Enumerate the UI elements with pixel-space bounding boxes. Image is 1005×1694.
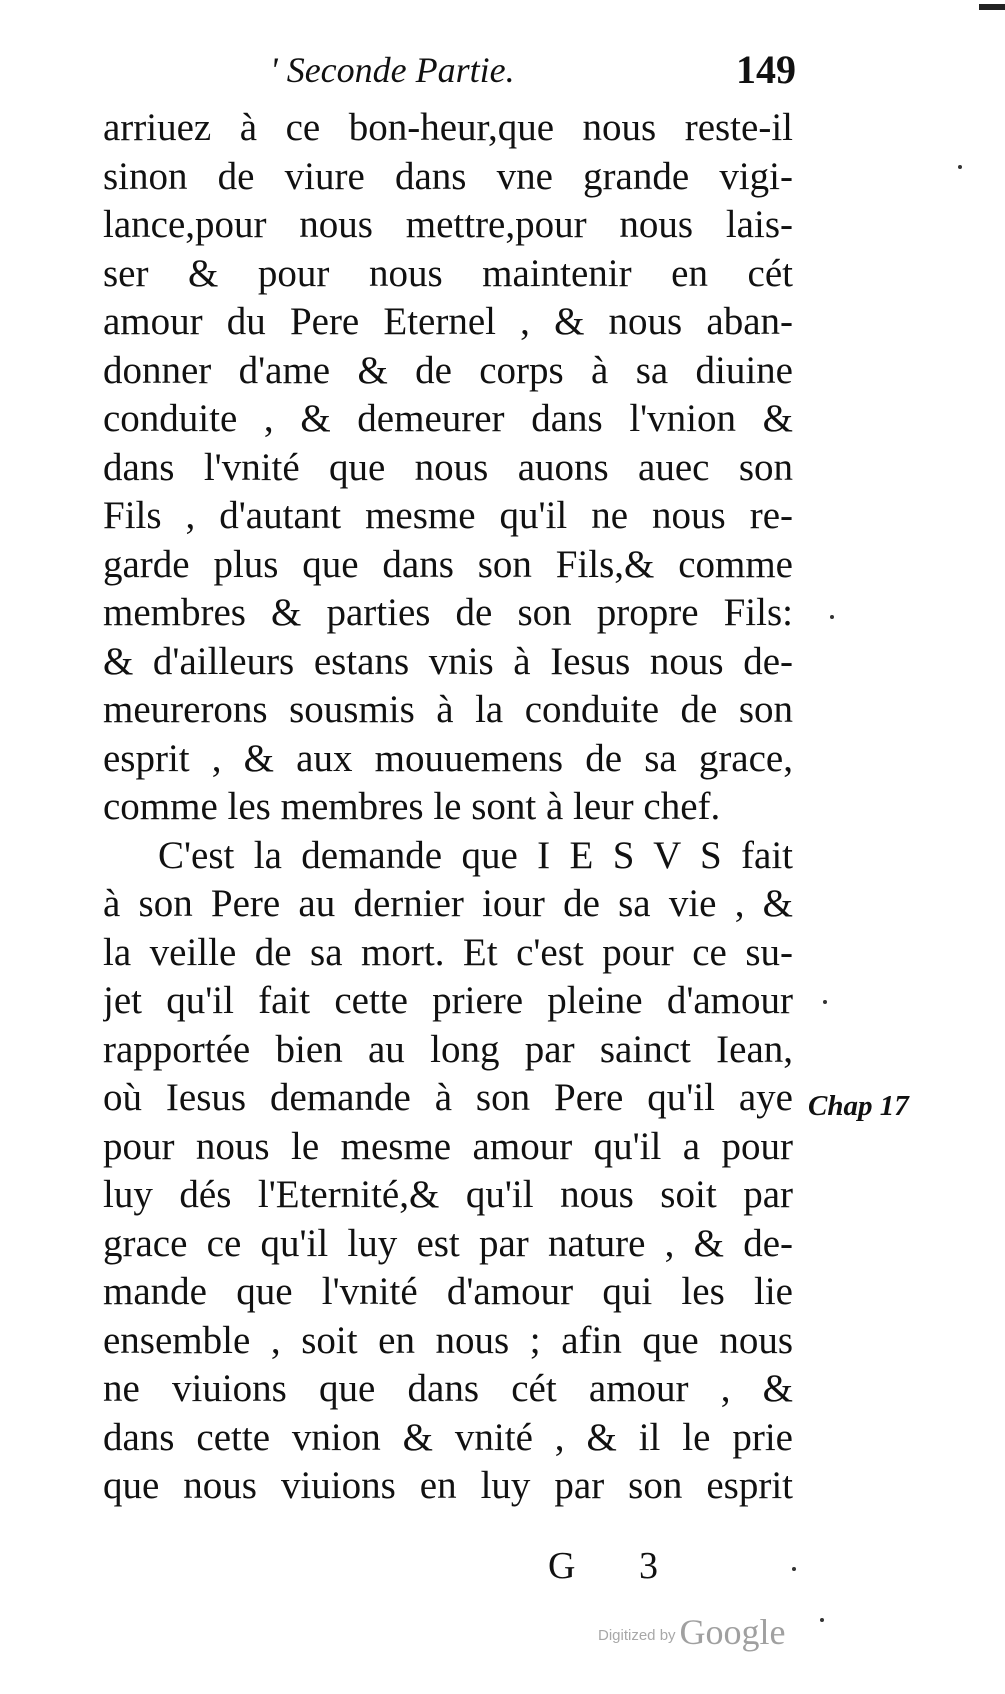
google-watermark xyxy=(598,1612,786,1652)
body-text xyxy=(103,104,793,1511)
text-line: ser & pour nous maintenir en cét xyxy=(103,251,793,295)
text-line: lance,pour nous mettre,pour nous lais- xyxy=(103,203,793,246)
text-line: que nous viuions en luy par son esprit xyxy=(103,1464,793,1507)
text-line: esprit , & aux mouuemens de sa grace, xyxy=(103,736,793,780)
text-line: donner d'ame & de corps à sa diuine xyxy=(103,348,793,392)
text-line: meurerons sousmis à la conduite de son xyxy=(103,688,793,731)
scan-speck xyxy=(830,615,834,619)
text-line: la veille de sa mort. Et c'est pour ce su- xyxy=(103,930,793,974)
scan-edge-mark xyxy=(979,4,1005,10)
text-line: Fils , d'autant mesme qu'il ne nous re- xyxy=(103,494,793,537)
text-line: ensemble , soit en nous ; afin que nous xyxy=(103,1318,793,1362)
text-line: mande que l'vnité d'amour qui les lie xyxy=(103,1270,793,1313)
signature-mark xyxy=(548,1542,658,1590)
text-line: arriuez à ce bon-heur,que nous reste-il xyxy=(103,106,793,149)
page-number: 149 xyxy=(736,47,796,92)
text-line: où Iesus demande à son Pere qu'il aye xyxy=(103,1076,793,1119)
text-line: luy dés l'Eternité,& qu'il nous soit par xyxy=(103,1173,793,1216)
text-line: ne viuions que dans cét amour , & xyxy=(103,1367,793,1410)
paragraph-start-line: C'est la demande que I E S V S fait xyxy=(158,833,793,877)
text-line: sinon de viure dans vne grande vigi- xyxy=(103,154,793,198)
margin-note: Chap 17 xyxy=(808,1090,909,1122)
scan-speck xyxy=(823,1000,827,1004)
text-line: dans cette vnion & vnité , & il le prie xyxy=(103,1415,793,1459)
text-line: garde plus que dans son Fils,& comme xyxy=(103,542,793,586)
text-line: jet qu'il fait cette priere pleine d'amour xyxy=(103,979,793,1022)
page-header xyxy=(270,48,800,98)
text-line: conduite , & demeurer dans l'vnion & xyxy=(103,397,793,440)
text-line: grace ce qu'il luy est par nature , & de- xyxy=(103,1221,793,1265)
signature-letter: G xyxy=(548,1545,576,1587)
signature-number: 3 xyxy=(639,1545,658,1587)
digitized-by-label: Digitized by xyxy=(598,1627,676,1644)
text-line: rapportée bien au long par sainct Iean, xyxy=(103,1027,793,1071)
text-line: membres & parties de son propre Fils: xyxy=(103,591,793,634)
text-line: amour du Pere Eternel , & nous aban- xyxy=(103,300,793,343)
text-line: pour nous le mesme amour qu'il a pour xyxy=(103,1124,793,1168)
scan-speck xyxy=(820,1618,824,1622)
google-logo: Google xyxy=(679,1612,786,1652)
scan-speck xyxy=(958,165,962,169)
text-line: à son Pere au dernier iour de sa vie , & xyxy=(103,882,793,925)
text-line: & d'ailleurs estans vnis à Iesus nous de- xyxy=(103,639,793,683)
running-title: ' Seconde Partie. xyxy=(270,50,515,90)
scan-speck xyxy=(792,1567,796,1571)
text-line: dans l'vnité que nous auons auec son xyxy=(103,445,793,489)
text-line: comme les membres le sont à leur chef. xyxy=(103,785,721,828)
